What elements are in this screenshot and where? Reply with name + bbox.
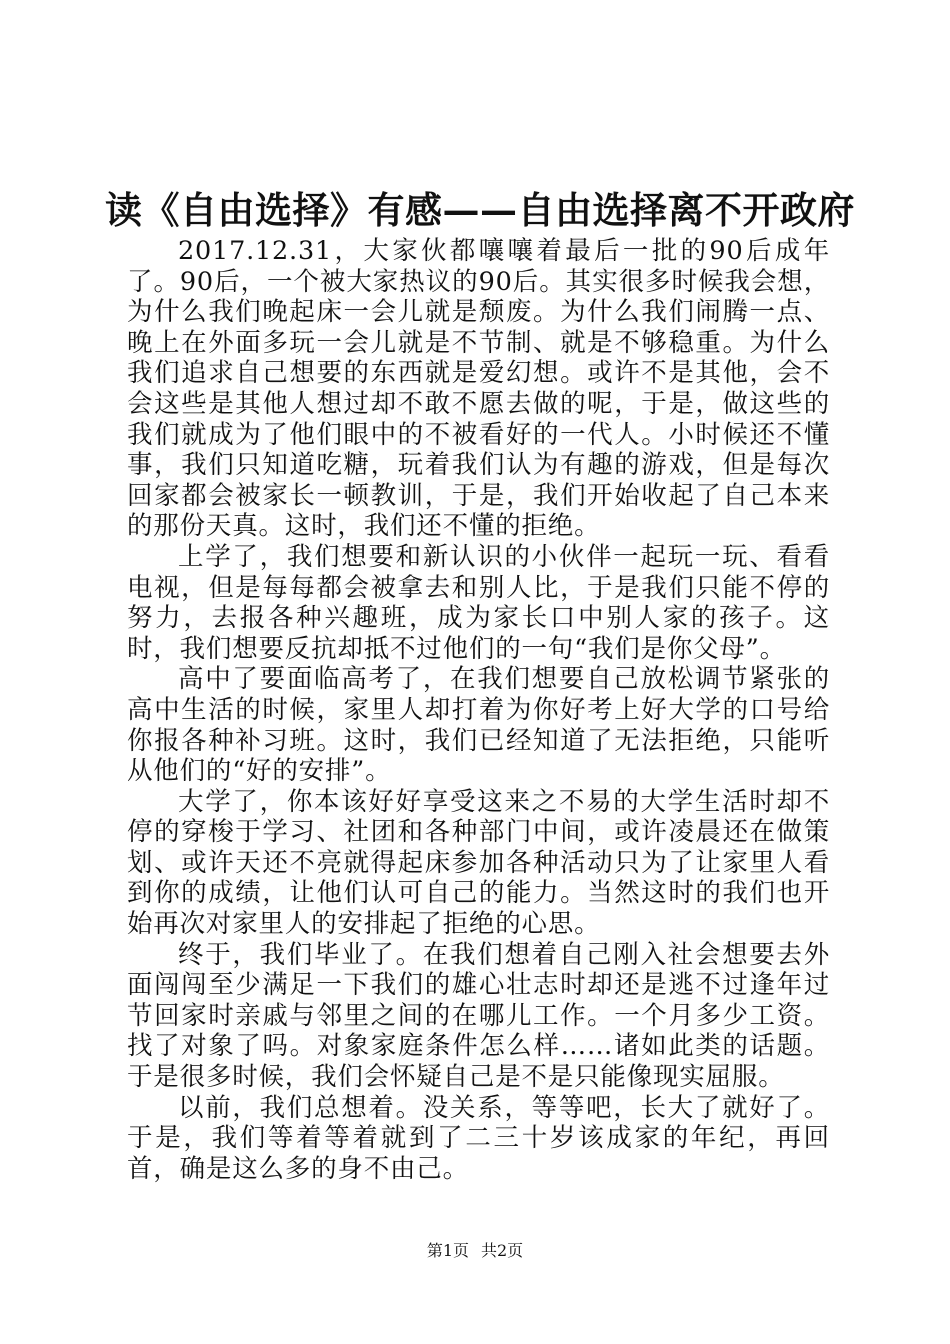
paragraph-1: 2017.12.31，大家伙都嚷嚷着最后一批的90后成年了。90后，一个被大家热议的90后。其实很多时候我会想，为什么我们晚起床一会儿就是颓废。为什么我们闹腾一点、晚上在外面多玩一会儿就是不节制、就是不够稳重。为什么我们追求自己想要的东西就是爱幻想。或许不是其他，会不会这些是其他人想过却不敢不愿去做的呢，于是，做这些的我们就成为了他们眼中的不被看好的一代人。小时候还不懂事，我们只知道吃糖，玩着我们认为有趣的游戏，但是每次回家都会被家长一顿教训，于是，我们开始收起了自己本来的那份天真。这时，我们还不懂的拒绝。 — [127, 236, 830, 542]
page-number-current: 第1页 — [426, 1241, 469, 1260]
paragraph-4: 大学了，你本该好好享受这来之不易的大学生活时却不停的穿梭于学习、社团和各种部门中间，或许凌晨还在做策划、或许天还不亮就得起床参加各种活动只为了让家里人看到你的成绩，让他们认可自己的能力。当然这时的我们也开始再次对家里人的安排起了拒绝的心思。 — [127, 786, 830, 940]
document-title: 读《自由选择》有感——自由选择离不开政府 — [105, 188, 855, 232]
paragraph-2: 上学了，我们想要和新认识的小伙伴一起玩一玩、看看电视，但是每每都会被拿去和别人比，于是我们只能不停的努力，去报各种兴趣班，成为家长口中别人家的孩子。这时，我们想要反抗却抵不过他们的一句“我们是你父母”。 — [127, 541, 830, 664]
paragraph-5: 终于，我们毕业了。在我们想着自己刚入社会想要去外面闯闯至少满足一下我们的雄心壮志时却还是逃不过逢年过节回家时亲戚与邻里之间的在哪儿工作。一个月多少工资。找了对象了吗。对象家庭条件怎么样……诸如此类的话题。于是很多时候，我们会怀疑自己是不是只能像现实屈服。 — [127, 939, 830, 1093]
page-footer — [0, 1240, 950, 1262]
paragraph-3: 高中了要面临高考了，在我们想要自己放松调节紧张的高中生活的时候，家里人却打着为你好考上好大学的口号给你报各种补习班。这时，我们已经知道了无法拒绝，只能听从他们的“好的安排”。 — [127, 664, 830, 787]
page-number-total: 共2页 — [481, 1241, 524, 1260]
paragraph-6: 以前，我们总想着。没关系，等等吧，长大了就好了。于是，我们等着等着就到了二三十岁该成家的年纪，再回首，确是这么多的身不由己。 — [127, 1092, 830, 1184]
document-body — [127, 236, 830, 1184]
